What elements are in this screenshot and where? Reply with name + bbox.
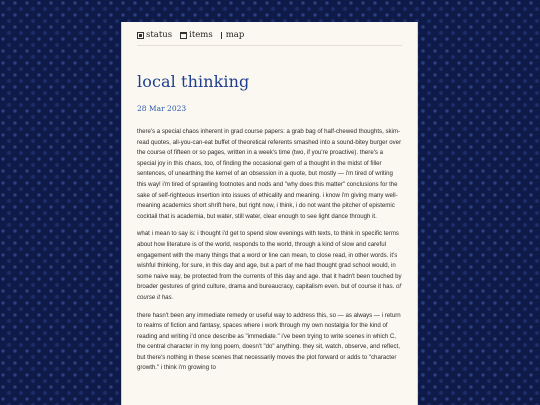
paragraph-2-text: what i mean to say is: i thought i'd get to spend slow evenings with texts, to think in specific terms about how literature is of the world, responds to the world, through a kind of slow and careful engagement with the many things that a word or line can mean, to close read, in other words. it's wishful thinking, for sure, in this day and age, but a part of me had thought grad school would, in some naive way, be protected from the currents of this day and age. that it hadn't been touched by broader gestures of grind culture, drama and bureaucracy, capitalism even. but of course it has. bbox=[137, 230, 402, 291]
nav-item-label: status bbox=[146, 30, 173, 40]
map-icon bbox=[221, 32, 224, 39]
page-title: local thinking bbox=[137, 72, 250, 91]
top-nav bbox=[137, 30, 402, 46]
post-date: 28 Mar 2023 bbox=[137, 104, 187, 113]
nav-item-label: items bbox=[189, 30, 213, 40]
nav-item-items[interactable] bbox=[180, 30, 213, 40]
items-icon bbox=[180, 32, 187, 39]
paragraph-3: there hasn't been any immediate remedy or useful way to address this, so — as always — i return to realms of fiction and fantasy, spaces where i work through my own nostalgia for the kind of reading and writing i'd once describe as "immediate." i've been trying to write scenes in which C, the central character in my long poem, doesn't "do" anything. they sit, watch, observe, and reflect, but there's nothing in these scenes that necessarily moves the plot forward or adds to "character growth." i think i'm growing to bbox=[137, 311, 401, 372]
nav-item-map[interactable] bbox=[221, 30, 245, 40]
nav-item-status[interactable] bbox=[137, 30, 172, 40]
status-icon bbox=[137, 32, 144, 39]
nav-item-label: map bbox=[225, 30, 245, 40]
paragraph-2 bbox=[137, 229, 402, 303]
paragraph-2-emphasis: of course it has. bbox=[137, 283, 402, 301]
paragraph-1: there's a special chaos inherent in grad course papers: a grab bag of half-chewed thoughts, skim-read quotes, all-you-can-eat buffet of theoretical referents smashed into a sound-bitey burger over the course of fifteen or so pages, written in a week's time (two, if you're proactive). there's a special joy in this chaos, too, of finding the occasional gem of a thought in the midst of filler sentences, of unearthing the kernel of an obsession in a quote, but mostly — i'm tired of writing this way! i'm tired of sprawling footnotes and nods and "why does this matter" conclusions for the sake of self-righteous insertion into issues of ethicality and meaning. i know i'm giving many well-meaning academics short shrift here, but right now, i think, i do not want the pitcher of epistemic cocktail that is academia, but water, still water, clear enough to see light dance through it. bbox=[137, 128, 402, 220]
post-page bbox=[121, 22, 418, 405]
